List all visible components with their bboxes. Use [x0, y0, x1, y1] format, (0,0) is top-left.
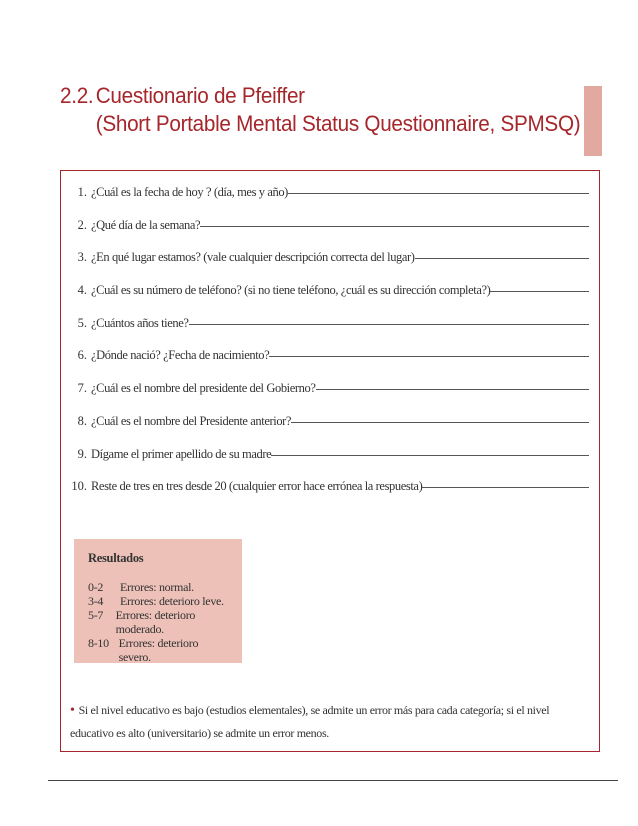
answer-line[interactable] [269, 356, 589, 357]
answer-line[interactable] [189, 324, 589, 325]
question-text: ¿Qué día de la semana? [91, 217, 201, 232]
question-text: Reste de tres en tres desde 20 (cualquier error hace errónea la respuesta) [91, 479, 423, 494]
side-tab-marker [584, 86, 602, 156]
section-heading [60, 82, 580, 138]
question-number: 7. [77, 381, 87, 396]
question-number: 10. [71, 479, 87, 494]
answer-line[interactable] [316, 389, 589, 390]
question-text: ¿En qué lugar estamos? (vale cualquier descripción correcta del lugar) [91, 250, 415, 265]
result-text: Errores: normal. [120, 580, 194, 594]
result-range: 3-4 [88, 594, 104, 608]
question-list [61, 185, 599, 512]
question-item [61, 218, 599, 251]
question-item [61, 414, 599, 447]
question-item [61, 447, 599, 480]
question-text: ¿Cuál es el nombre del presidente del Gobierno? [91, 381, 316, 396]
question-text: ¿Cuántos años tiene? [91, 315, 189, 330]
question-number: 2. [77, 217, 87, 232]
page-footer-rule [48, 780, 618, 781]
result-row [88, 636, 228, 664]
result-text: Errores: deterioro moderado. [115, 608, 196, 636]
answer-line[interactable] [291, 422, 589, 423]
question-number: 1. [77, 185, 87, 199]
section-title: Cuestionario de Pfeiffer [95, 83, 305, 108]
note-text: Si el nivel educativo es bajo (estudios elementales), se admite un error más para cada categoría; si el nivel educativo es alto (universitario) se admite un error menos. [70, 703, 550, 740]
question-number: 4. [77, 283, 87, 298]
question-item [61, 479, 599, 512]
results-panel [74, 539, 242, 663]
education-note [70, 699, 580, 744]
question-item [61, 283, 599, 316]
result-range: 8-10 [88, 636, 109, 650]
question-item [61, 250, 599, 283]
question-text: ¿Cuál es su número de teléfono? (si no tiene teléfono, ¿cuál es su dirección completa?) [91, 283, 491, 298]
result-range: 0-2 [88, 580, 104, 594]
question-number: 5. [77, 315, 87, 330]
section-number: 2.2. [60, 83, 94, 108]
result-row [88, 594, 228, 608]
section-subtitle: (Short Portable Mental Status Questionnaire, SPMSQ) [95, 111, 581, 136]
question-text: Dígame el primer apellido de su madre [91, 446, 272, 461]
result-row [88, 608, 228, 636]
question-number: 6. [77, 348, 87, 363]
result-text: Errores: deterioro severo. [118, 636, 199, 664]
question-text: ¿Dónde nació? ¿Fecha de nacimiento? [91, 348, 270, 363]
question-item [61, 381, 599, 414]
question-number: 9. [77, 446, 87, 461]
question-item [61, 348, 599, 381]
result-row [88, 580, 228, 594]
question-text: ¿Cuál es la fecha de hoy ? (día, mes y año) [91, 185, 288, 199]
answer-line[interactable] [271, 455, 589, 456]
answer-line[interactable] [490, 291, 589, 292]
question-item [61, 185, 599, 218]
results-title: Resultados [88, 551, 144, 565]
results-rows [88, 580, 228, 664]
question-text: ¿Cuál es el nombre del Presidente anterior? [91, 413, 292, 428]
answer-line[interactable] [422, 487, 589, 488]
question-number: 8. [77, 413, 87, 428]
heading-title-line [60, 82, 580, 110]
answer-line[interactable] [288, 193, 589, 194]
question-number: 3. [77, 250, 87, 265]
result-range: 5-7 [88, 608, 104, 622]
questionnaire-box [60, 170, 600, 752]
result-text: Errores: deterioro leve. [120, 594, 224, 608]
answer-line[interactable] [200, 226, 589, 227]
question-item [61, 316, 599, 349]
note-bullet: • [70, 703, 75, 718]
answer-line[interactable] [415, 258, 589, 259]
